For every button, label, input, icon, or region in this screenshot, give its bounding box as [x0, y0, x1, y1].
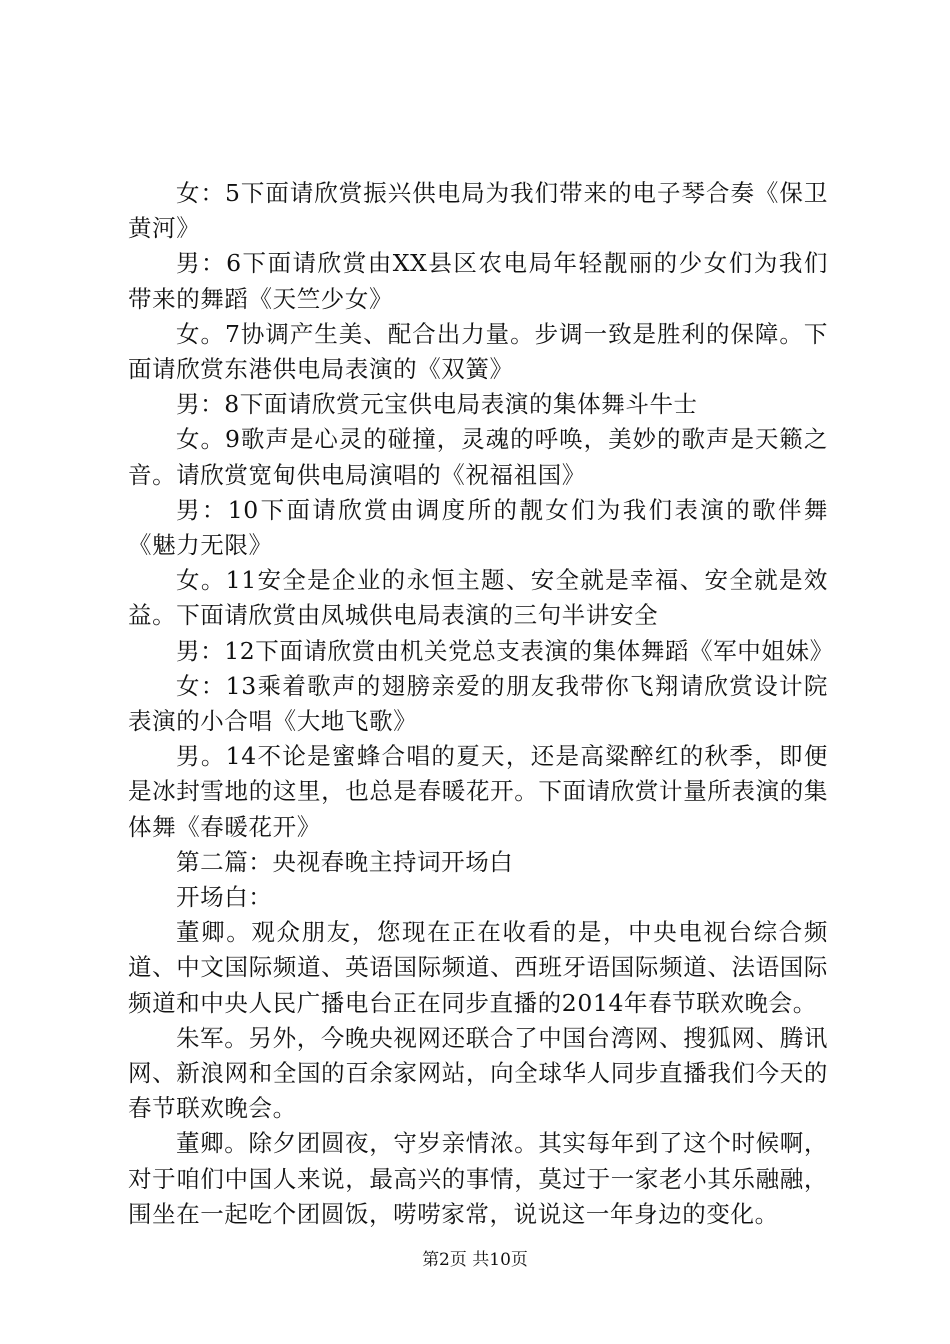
paragraph-6: 男：10下面请欣赏由调度所的靓女们为我们表演的歌伴舞《魅力无限》 [128, 495, 828, 560]
paragraph-15: 董卿。除夕团圆夜，守岁亲情浓。其实每年到了这个时候啊，对于咱们中国人来说，最高兴的事情，莫过于一家老小其乐融融，围坐在一起吃个团圆饭，唠唠家常，说说这一年身边的变化。 [128, 1129, 828, 1228]
paragraph-13: 董卿。观众朋友，您现在正在收看的是，中央电视台综合频道、中文国际频道、英语国际频道、西班牙语国际频道、法语国际频道和中央人民广播电台正在同步直播的2014年春节联欢晚会。 [128, 918, 828, 1017]
paragraph-1: 女：5下面请欣赏振兴供电局为我们带来的电子琴合奏《保卫黄河》 [128, 179, 828, 243]
section-heading: 第二篇：央视春晚主持词开场白 [176, 847, 514, 876]
paragraph-4: 男：8下面请欣赏元宝供电局表演的集体舞斗牛士 [176, 390, 698, 419]
paragraph-5: 女。9歌声是心灵的碰撞，灵魂的呼唤，美妙的歌声是天籁之音。请欣赏宽甸供电局演唱的《祝福祖国》 [128, 425, 828, 489]
document-body [128, 176, 834, 1232]
paragraph-9: 女：13乘着歌声的翅膀亲爱的朋友我带你飞翔请欣赏设计院表演的小合唱《大地飞歌》 [128, 671, 828, 736]
paragraph-8: 男：12下面请欣赏由机关党总支表演的集体舞蹈《军中姐妹》 [176, 636, 834, 665]
paragraph-7: 女。11安全是企业的永恒主题、安全就是幸福、安全就是效益。下面请欣赏由凤城供电局表演的三句半讲安全 [128, 566, 828, 630]
paragraph-2: 男：6下面请欣赏由XX县区农电局年轻靓丽的少女们为我们带来的舞蹈《天竺少女》 [128, 249, 828, 313]
page-number-footer: 第2页 共10页 [422, 1250, 528, 1270]
opening-label: 开场白： [176, 883, 273, 912]
paragraph-10: 男。14不论是蜜蜂合唱的夏天，还是高粱醉红的秋季，即便是冰封雪地的这里，也总是春暖花开。下面请欣赏计量所表演的集体舞《春暖花开》 [128, 742, 828, 841]
paragraph-14: 朱军。另外，今晚央视网还联合了中国台湾网、搜狐网、腾讯网、新浪网和全国的百余家网站，向全球华人同步直播我们今天的春节联欢晚会。 [128, 1023, 828, 1123]
paragraph-3: 女。7协调产生美、配合出力量。步调一致是胜利的保障。下面请欣赏东港供电局表演的《双簧》 [128, 319, 828, 384]
